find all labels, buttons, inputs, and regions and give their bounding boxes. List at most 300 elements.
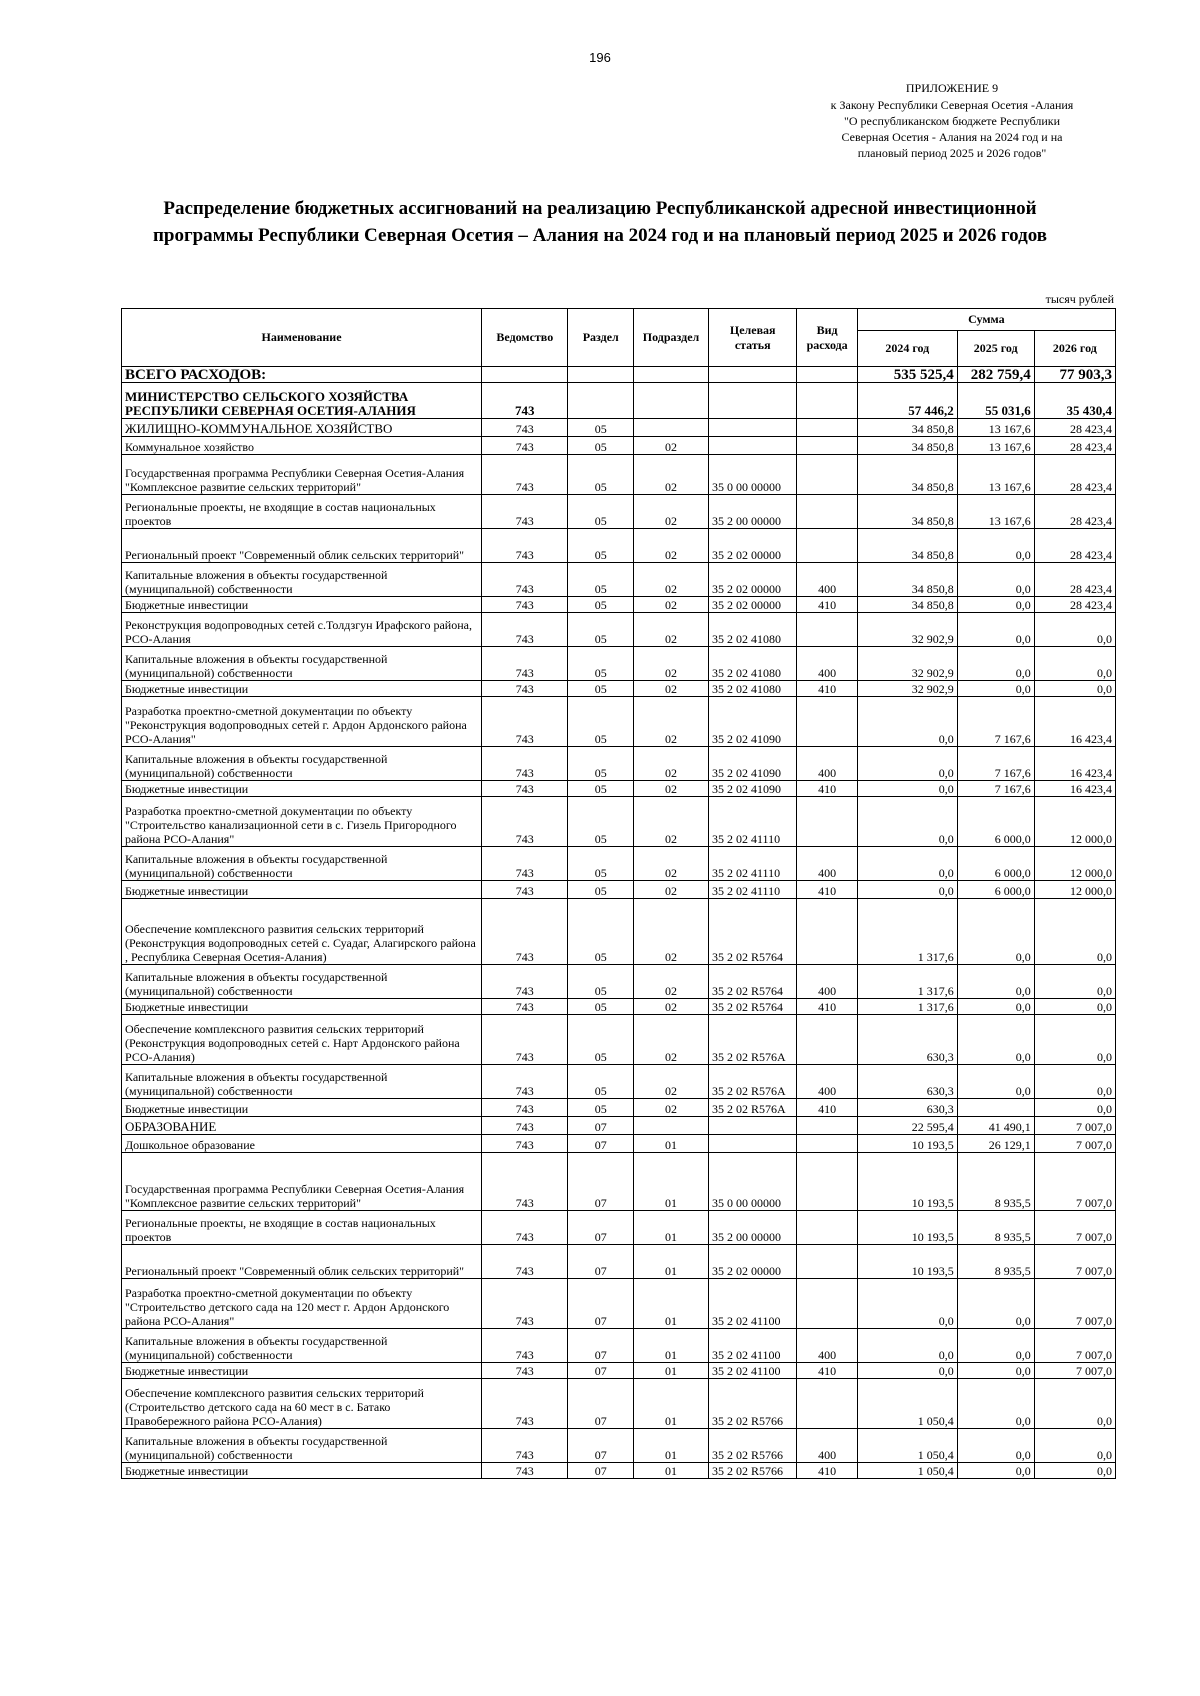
row-value-2024: 34 850,8	[857, 455, 957, 495]
row-value-2024: 34 850,8	[857, 597, 957, 613]
row-podrazdel: 01	[634, 1153, 709, 1211]
row-value-2024: 10 193,5	[857, 1135, 957, 1153]
row-expense-type	[797, 1379, 857, 1429]
row-target-article: 35 2 02 41110	[708, 847, 796, 881]
row-value-2025: 13 167,6	[957, 455, 1034, 495]
row-value-2026: 0,0	[1034, 965, 1115, 999]
row-expense-type	[797, 797, 857, 847]
row-vedomstvo: 743	[482, 899, 568, 965]
row-value-2024: 10 193,5	[857, 1153, 957, 1211]
row-razdel: 07	[568, 1211, 634, 1245]
row-podrazdel	[634, 383, 709, 419]
row-target-article	[708, 437, 796, 455]
table-row	[122, 1245, 1116, 1279]
table-row	[122, 681, 1116, 697]
header-expense-type: Вид расхода	[797, 309, 857, 367]
title-line: программы Республики Северная Осетия – Алания на 2024 год и на плановый период 2025 и 2026 годов	[152, 225, 1048, 246]
row-name: Разработка проектно-сметной документации по объекту "Строительство детского сада на 120 мест г. Ардон Ардонского района РСО-Алания"	[122, 1279, 482, 1329]
row-expense-type: 410	[797, 681, 857, 697]
row-value-2026: 28 423,4	[1034, 495, 1115, 529]
row-target-article: 35 2 02 41080	[708, 681, 796, 697]
row-value-2024: 34 850,8	[857, 419, 957, 437]
row-value-2026: 0,0	[1034, 899, 1115, 965]
row-value-2024: 0,0	[857, 797, 957, 847]
table-row	[122, 965, 1116, 999]
row-razdel: 05	[568, 999, 634, 1015]
table-row	[122, 1463, 1116, 1479]
row-value-2026: 16 423,4	[1034, 781, 1115, 797]
row-podrazdel: 01	[634, 1279, 709, 1329]
row-target-article: 35 2 02 R576A	[708, 1065, 796, 1099]
header-podrazdel: Подраздел	[634, 309, 709, 367]
row-vedomstvo: 743	[482, 1065, 568, 1099]
row-expense-type: 410	[797, 1099, 857, 1117]
row-value-2025: 13 167,6	[957, 419, 1034, 437]
row-name: Региональный проект "Современный облик сельских территорий"	[122, 529, 482, 563]
row-value-2025: 7 167,6	[957, 747, 1034, 781]
row-razdel: 05	[568, 797, 634, 847]
row-name: Бюджетные инвестиции	[122, 681, 482, 697]
table-row	[122, 419, 1116, 437]
row-value-2026: 7 007,0	[1034, 1363, 1115, 1379]
row-razdel: 05	[568, 529, 634, 563]
header-name: Наименование	[122, 309, 482, 367]
row-value-2025: 0,0	[957, 1279, 1034, 1329]
row-expense-type	[797, 367, 857, 383]
row-value-2025: 0,0	[957, 899, 1034, 965]
row-name: Государственная программа Республики Северная Осетия-Алания "Комплексное развитие сельских территорий"	[122, 1153, 482, 1211]
row-name: Бюджетные инвестиции	[122, 781, 482, 797]
row-value-2025: 0,0	[957, 999, 1034, 1015]
row-value-2026: 0,0	[1034, 1429, 1115, 1463]
row-value-2024: 1 050,4	[857, 1429, 957, 1463]
row-expense-type: 410	[797, 597, 857, 613]
row-value-2024: 630,3	[857, 1065, 957, 1099]
row-target-article	[708, 383, 796, 419]
row-expense-type	[797, 419, 857, 437]
row-name: Региональные проекты, не входящие в состав национальных проектов	[122, 1211, 482, 1245]
row-razdel: 07	[568, 1363, 634, 1379]
row-expense-type: 410	[797, 1363, 857, 1379]
row-razdel: 07	[568, 1135, 634, 1153]
row-expense-type	[797, 1135, 857, 1153]
table-row	[122, 881, 1116, 899]
row-value-2024: 1 050,4	[857, 1463, 957, 1479]
row-expense-type: 410	[797, 1463, 857, 1479]
row-target-article: 35 2 02 00000	[708, 597, 796, 613]
table-row	[122, 1379, 1116, 1429]
row-target-article: 35 2 02 41080	[708, 613, 796, 647]
row-name: Бюджетные инвестиции	[122, 881, 482, 899]
row-target-article	[708, 367, 796, 383]
row-value-2025: 0,0	[957, 1065, 1034, 1099]
row-podrazdel: 02	[634, 797, 709, 847]
row-value-2026: 28 423,4	[1034, 529, 1115, 563]
row-value-2024: 0,0	[857, 1363, 957, 1379]
row-vedomstvo: 743	[482, 847, 568, 881]
appendix-header	[802, 80, 1102, 161]
table-row	[122, 1363, 1116, 1379]
row-value-2025: 41 490,1	[957, 1117, 1034, 1135]
row-razdel: 05	[568, 697, 634, 747]
row-expense-type	[797, 1279, 857, 1329]
table-row	[122, 797, 1116, 847]
row-value-2025: 8 935,5	[957, 1153, 1034, 1211]
row-target-article	[708, 1135, 796, 1153]
row-razdel: 07	[568, 1153, 634, 1211]
row-value-2025	[957, 1099, 1034, 1117]
row-name: Капитальные вложения в объекты государственной (муниципальной) собственности	[122, 965, 482, 999]
table-row	[122, 1065, 1116, 1099]
row-podrazdel: 01	[634, 1463, 709, 1479]
row-value-2024: 1 317,6	[857, 899, 957, 965]
row-razdel: 05	[568, 495, 634, 529]
row-vedomstvo: 743	[482, 781, 568, 797]
row-expense-type: 400	[797, 1329, 857, 1363]
row-vedomstvo: 743	[482, 1153, 568, 1211]
row-razdel: 05	[568, 647, 634, 681]
row-podrazdel: 02	[634, 747, 709, 781]
table-row	[122, 367, 1116, 383]
row-target-article: 35 2 02 41100	[708, 1363, 796, 1379]
row-razdel: 07	[568, 1329, 634, 1363]
row-expense-type: 410	[797, 781, 857, 797]
row-vedomstvo: 743	[482, 455, 568, 495]
row-target-article: 35 2 02 41090	[708, 781, 796, 797]
table-row	[122, 999, 1116, 1015]
row-name: Капитальные вложения в объекты государственной (муниципальной) собственности	[122, 647, 482, 681]
row-podrazdel: 01	[634, 1329, 709, 1363]
row-vedomstvo: 743	[482, 1117, 568, 1135]
table-row	[122, 747, 1116, 781]
row-expense-type	[797, 1117, 857, 1135]
table-row	[122, 1279, 1116, 1329]
row-value-2025: 0,0	[957, 563, 1034, 597]
row-value-2025: 8 935,5	[957, 1245, 1034, 1279]
row-value-2024: 630,3	[857, 1099, 957, 1117]
header-year-2024: 2024 год	[857, 331, 957, 367]
row-value-2026: 7 007,0	[1034, 1279, 1115, 1329]
header-year-2025: 2025 год	[957, 331, 1034, 367]
row-podrazdel: 02	[634, 455, 709, 495]
row-value-2025: 0,0	[957, 647, 1034, 681]
row-expense-type	[797, 455, 857, 495]
row-target-article: 35 2 02 41090	[708, 747, 796, 781]
row-expense-type: 400	[797, 747, 857, 781]
row-razdel: 05	[568, 455, 634, 495]
appendix-line: плановый период 2025 и 2026 годов"	[857, 146, 1047, 160]
row-value-2024: 10 193,5	[857, 1245, 957, 1279]
header-year-2026: 2026 год	[1034, 331, 1115, 367]
row-value-2024: 57 446,2	[857, 383, 957, 419]
row-name: ВСЕГО РАСХОДОВ:	[122, 367, 482, 383]
row-expense-type: 400	[797, 965, 857, 999]
row-razdel: 05	[568, 881, 634, 899]
row-vedomstvo: 743	[482, 747, 568, 781]
title-line: Распределение бюджетных ассигнований на реализацию Республиканской адресной инвестиционной	[163, 198, 1037, 219]
row-value-2025: 0,0	[957, 1363, 1034, 1379]
row-vedomstvo: 743	[482, 383, 568, 419]
table-row	[122, 781, 1116, 797]
table-row	[122, 613, 1116, 647]
row-target-article: 35 2 02 41090	[708, 697, 796, 747]
table-row	[122, 647, 1116, 681]
row-value-2024: 22 595,4	[857, 1117, 957, 1135]
row-target-article	[708, 1117, 796, 1135]
row-value-2025: 0,0	[957, 1429, 1034, 1463]
row-name: Бюджетные инвестиции	[122, 597, 482, 613]
row-vedomstvo: 743	[482, 1015, 568, 1065]
row-podrazdel: 02	[634, 529, 709, 563]
row-expense-type: 400	[797, 1429, 857, 1463]
row-target-article: 35 2 02 41080	[708, 647, 796, 681]
row-value-2026: 0,0	[1034, 999, 1115, 1015]
row-podrazdel: 02	[634, 681, 709, 697]
table-row	[122, 1329, 1116, 1363]
row-value-2024: 0,0	[857, 881, 957, 899]
row-name: Дошкольное образование	[122, 1135, 482, 1153]
row-vedomstvo: 743	[482, 1363, 568, 1379]
row-value-2026: 7 007,0	[1034, 1329, 1115, 1363]
row-value-2026: 35 430,4	[1034, 383, 1115, 419]
row-razdel: 05	[568, 1065, 634, 1099]
row-razdel: 05	[568, 613, 634, 647]
row-value-2024: 0,0	[857, 781, 957, 797]
row-value-2025: 0,0	[957, 1379, 1034, 1429]
row-value-2025: 26 129,1	[957, 1135, 1034, 1153]
row-vedomstvo: 743	[482, 419, 568, 437]
row-name: Реконструкция водопроводных сетей с.Толдзгун Ирафского района, РСО-Алания	[122, 613, 482, 647]
row-value-2025: 0,0	[957, 1015, 1034, 1065]
row-value-2025: 6 000,0	[957, 847, 1034, 881]
table-row	[122, 455, 1116, 495]
row-value-2025: 7 167,6	[957, 781, 1034, 797]
row-value-2025: 0,0	[957, 529, 1034, 563]
row-value-2024: 630,3	[857, 1015, 957, 1065]
row-vedomstvo: 743	[482, 1245, 568, 1279]
table-row	[122, 1117, 1116, 1135]
row-value-2026: 28 423,4	[1034, 597, 1115, 613]
row-name: Разработка проектно-сметной документации по объекту "Реконструкция водопроводных сетей г. Ардон Ардонского района РСО-Алания"	[122, 697, 482, 747]
row-value-2025: 0,0	[957, 1329, 1034, 1363]
row-podrazdel: 01	[634, 1245, 709, 1279]
row-razdel: 07	[568, 1279, 634, 1329]
row-vedomstvo: 743	[482, 647, 568, 681]
row-expense-type: 400	[797, 1065, 857, 1099]
row-value-2025: 282 759,4	[957, 367, 1034, 383]
row-expense-type	[797, 383, 857, 419]
row-vedomstvo	[482, 367, 568, 383]
row-expense-type	[797, 1245, 857, 1279]
row-value-2025: 8 935,5	[957, 1211, 1034, 1245]
header-razdel: Раздел	[568, 309, 634, 367]
row-vedomstvo: 743	[482, 495, 568, 529]
table-row	[122, 1015, 1116, 1065]
row-value-2024: 0,0	[857, 747, 957, 781]
row-expense-type: 410	[797, 881, 857, 899]
row-vedomstvo: 743	[482, 697, 568, 747]
row-razdel: 07	[568, 1463, 634, 1479]
row-vedomstvo: 743	[482, 1463, 568, 1479]
table-row	[122, 597, 1116, 613]
row-value-2026: 0,0	[1034, 1065, 1115, 1099]
appendix-line: "О республиканском бюджете Республики	[843, 114, 1061, 128]
row-value-2025: 55 031,6	[957, 383, 1034, 419]
row-value-2026: 0,0	[1034, 1015, 1115, 1065]
row-vedomstvo: 743	[482, 563, 568, 597]
row-podrazdel: 02	[634, 597, 709, 613]
row-expense-type: 400	[797, 847, 857, 881]
row-name: Капитальные вложения в объекты государственной (муниципальной) собственности	[122, 847, 482, 881]
row-razdel: 05	[568, 1015, 634, 1065]
row-name: Бюджетные инвестиции	[122, 999, 482, 1015]
row-value-2024: 1 050,4	[857, 1379, 957, 1429]
row-razdel: 05	[568, 1099, 634, 1117]
row-vedomstvo: 743	[482, 613, 568, 647]
row-value-2026: 77 903,3	[1034, 367, 1115, 383]
row-name: Капитальные вложения в объекты государственной (муниципальной) собственности	[122, 1429, 482, 1463]
row-razdel: 05	[568, 899, 634, 965]
row-value-2025: 7 167,6	[957, 697, 1034, 747]
table-row	[122, 1153, 1116, 1211]
document-title	[90, 195, 1110, 249]
row-target-article: 35 2 02 R576A	[708, 1015, 796, 1065]
row-value-2024: 1 317,6	[857, 999, 957, 1015]
row-name: Капитальные вложения в объекты государственной (муниципальной) собственности	[122, 1065, 482, 1099]
row-value-2024: 34 850,8	[857, 437, 957, 455]
row-razdel: 05	[568, 419, 634, 437]
row-razdel: 05	[568, 437, 634, 455]
row-value-2026: 0,0	[1034, 681, 1115, 697]
row-name: Региональные проекты, не входящие в состав национальных проектов	[122, 495, 482, 529]
row-value-2026: 7 007,0	[1034, 1153, 1115, 1211]
page-number: 196	[589, 50, 611, 65]
row-razdel	[568, 383, 634, 419]
row-name: Обеспечение комплексного развития сельских территорий (Строительство детского сада на 60 мест в с. Батако Правобережного района РСО-Алания)	[122, 1379, 482, 1429]
unit-label: тысяч рублей	[1045, 292, 1114, 306]
row-podrazdel: 02	[634, 847, 709, 881]
row-razdel: 07	[568, 1117, 634, 1135]
row-podrazdel: 02	[634, 613, 709, 647]
table-row	[122, 1099, 1116, 1117]
row-value-2026: 0,0	[1034, 647, 1115, 681]
row-vedomstvo: 743	[482, 597, 568, 613]
header-vedomstvo: Ведомство	[482, 309, 568, 367]
row-value-2024: 0,0	[857, 1329, 957, 1363]
row-target-article: 35 2 00 00000	[708, 495, 796, 529]
row-expense-type: 400	[797, 563, 857, 597]
row-target-article: 35 2 02 R5766	[708, 1429, 796, 1463]
table-row	[122, 383, 1116, 419]
row-podrazdel: 01	[634, 1211, 709, 1245]
row-value-2025: 0,0	[957, 965, 1034, 999]
row-razdel: 05	[568, 563, 634, 597]
row-target-article: 35 2 02 R5764	[708, 999, 796, 1015]
row-podrazdel: 02	[634, 1015, 709, 1065]
row-target-article: 35 2 02 41100	[708, 1329, 796, 1363]
row-razdel	[568, 367, 634, 383]
row-name: Обеспечение комплексного развития сельских территорий (Реконструкция водопроводных сетей с. Суадаг, Алагирского района , Республика Северная Осетия-Алания)	[122, 899, 482, 965]
table-row	[122, 847, 1116, 881]
budget-table-body	[122, 367, 1116, 1479]
row-name: ОБРАЗОВАНИЕ	[122, 1117, 482, 1135]
row-value-2025: 0,0	[957, 1463, 1034, 1479]
header-target-article: Целевая статья	[708, 309, 796, 367]
row-value-2024: 32 902,9	[857, 613, 957, 647]
row-podrazdel: 02	[634, 1065, 709, 1099]
row-podrazdel: 02	[634, 999, 709, 1015]
row-expense-type: 410	[797, 999, 857, 1015]
row-value-2026: 28 423,4	[1034, 455, 1115, 495]
row-value-2026: 12 000,0	[1034, 797, 1115, 847]
row-value-2026: 7 007,0	[1034, 1211, 1115, 1245]
row-value-2025: 0,0	[957, 681, 1034, 697]
row-target-article: 35 2 02 R5766	[708, 1463, 796, 1479]
row-value-2026: 12 000,0	[1034, 847, 1115, 881]
row-target-article: 35 2 02 R5764	[708, 899, 796, 965]
row-target-article: 35 2 02 R5764	[708, 965, 796, 999]
row-target-article: 35 2 02 41100	[708, 1279, 796, 1329]
row-podrazdel: 02	[634, 899, 709, 965]
row-name: Коммунальное хозяйство	[122, 437, 482, 455]
row-podrazdel: 02	[634, 495, 709, 529]
row-razdel: 05	[568, 847, 634, 881]
row-razdel: 07	[568, 1429, 634, 1463]
row-value-2025: 13 167,6	[957, 437, 1034, 455]
row-value-2024: 10 193,5	[857, 1211, 957, 1245]
row-vedomstvo: 743	[482, 1379, 568, 1429]
row-name: Бюджетные инвестиции	[122, 1099, 482, 1117]
row-value-2026: 28 423,4	[1034, 437, 1115, 455]
row-value-2024: 0,0	[857, 697, 957, 747]
row-value-2024: 1 317,6	[857, 965, 957, 999]
row-target-article: 35 0 00 00000	[708, 1153, 796, 1211]
row-name: Капитальные вложения в объекты государственной (муниципальной) собственности	[122, 563, 482, 597]
row-expense-type	[797, 1211, 857, 1245]
row-name: ЖИЛИЩНО-КОММУНАЛЬНОЕ ХОЗЯЙСТВО	[122, 419, 482, 437]
row-podrazdel: 02	[634, 437, 709, 455]
row-value-2024: 34 850,8	[857, 563, 957, 597]
row-target-article: 35 2 02 00000	[708, 1245, 796, 1279]
row-podrazdel	[634, 1117, 709, 1135]
row-vedomstvo: 743	[482, 1135, 568, 1153]
row-vedomstvo: 743	[482, 881, 568, 899]
row-vedomstvo: 743	[482, 797, 568, 847]
row-expense-type	[797, 1015, 857, 1065]
row-target-article	[708, 419, 796, 437]
appendix-line: к Закону Республики Северная Осетия -Алания	[830, 98, 1074, 112]
row-podrazdel: 01	[634, 1379, 709, 1429]
row-value-2024: 32 902,9	[857, 647, 957, 681]
table-row	[122, 1135, 1116, 1153]
row-value-2026: 16 423,4	[1034, 747, 1115, 781]
row-target-article: 35 2 02 00000	[708, 563, 796, 597]
table-row	[122, 1211, 1116, 1245]
row-vedomstvo: 743	[482, 437, 568, 455]
row-podrazdel: 02	[634, 1099, 709, 1117]
row-value-2024: 34 850,8	[857, 529, 957, 563]
table-row	[122, 495, 1116, 529]
row-vedomstvo: 743	[482, 965, 568, 999]
row-name: Бюджетные инвестиции	[122, 1463, 482, 1479]
row-value-2026: 7 007,0	[1034, 1245, 1115, 1279]
row-vedomstvo: 743	[482, 1279, 568, 1329]
row-value-2024: 32 902,9	[857, 681, 957, 697]
row-target-article: 35 0 00 00000	[708, 455, 796, 495]
row-podrazdel: 02	[634, 647, 709, 681]
row-value-2026: 0,0	[1034, 1379, 1115, 1429]
row-podrazdel: 01	[634, 1429, 709, 1463]
